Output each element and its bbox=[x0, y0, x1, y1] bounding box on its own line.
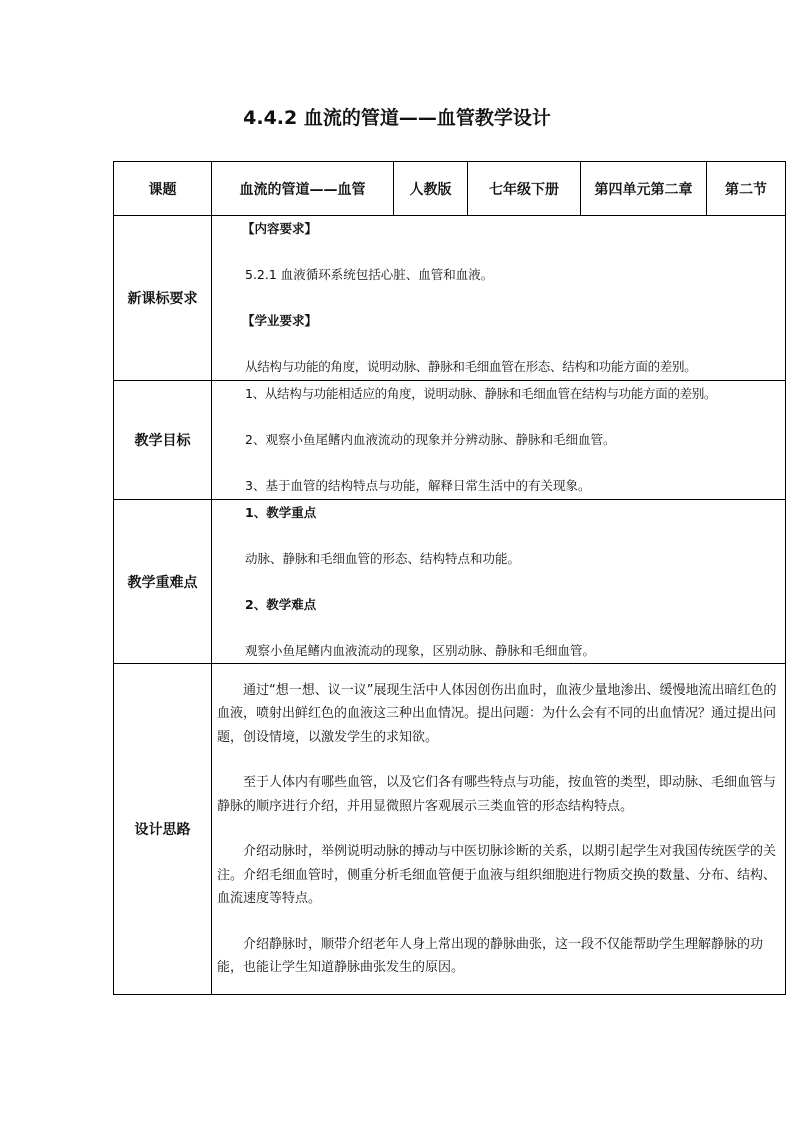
objectives-content bbox=[212, 381, 786, 500]
design-row bbox=[114, 664, 786, 995]
header-publisher: 人教版 bbox=[394, 162, 468, 216]
design-paragraph: 介绍静脉时，顺带介绍老年人身上常出现的静脉曲张，这一段不仅能帮助学生理解静脉的功能，也能让学生知道静脉曲张发生的原因。 bbox=[217, 936, 764, 975]
header-grade: 七年级下册 bbox=[468, 162, 581, 216]
objectives-label: 教学目标 bbox=[114, 381, 212, 500]
design-paragraph: 通过“想一想、议一议”展现生活中人体因创伤出血时，血液少量地渗出、缓慢地流出暗红色的血液，喷射出鲜红色的血液这三种出血情况。提出问题：为什么会有不同的出血情况？通过提出问题，创设情境，以激发学生的求知欲。 bbox=[217, 682, 777, 745]
standards-label: 新课标要求 bbox=[114, 216, 212, 381]
design-label: 设计思路 bbox=[114, 664, 212, 995]
header-section: 第二节 bbox=[707, 162, 786, 216]
academic-requirement-heading: 【学业要求】 bbox=[242, 313, 318, 328]
objective-item: 2、观察小鱼尾鳍内血液流动的现象并分辨动脉、静脉和毛细血管。 bbox=[245, 432, 616, 447]
key-point-heading: 1、教学重点 bbox=[245, 504, 317, 520]
key-point-text: 动脉、静脉和毛细血管的形态、结构特点和功能。 bbox=[245, 550, 521, 566]
standards-content bbox=[212, 216, 786, 381]
content-requirement-heading: 【内容要求】 bbox=[242, 221, 318, 236]
standards-row bbox=[114, 216, 786, 381]
header-topic-label: 课题 bbox=[114, 162, 212, 216]
content-requirement-text: 5.2.1 血液循环系统包括心脏、血管和血液。 bbox=[245, 267, 494, 282]
design-paragraph: 至于人体内有哪些血管，以及它们各有哪些特点与功能，按血管的类型，即动脉、毛细血管与静脉的顺序进行介绍，并用显微照片客观展示三类血管的形态结构特点。 bbox=[217, 775, 777, 814]
difficulty-text: 观察小鱼尾鳍内血液流动的现象，区别动脉、静脉和毛细血管。 bbox=[245, 642, 596, 658]
header-row bbox=[114, 162, 786, 216]
lesson-plan-table bbox=[113, 161, 786, 995]
objective-item: 1、从结构与功能相适应的角度，说明动脉、静脉和毛细血管在结构与功能方面的差别。 bbox=[245, 386, 717, 401]
header-unit-chapter: 第四单元第二章 bbox=[581, 162, 707, 216]
academic-requirement-text: 从结构与功能的角度，说明动脉、静脉和毛细血管在形态、结构和功能方面的差别。 bbox=[245, 359, 697, 374]
objectives-row bbox=[114, 381, 786, 500]
key-points-label: 教学重难点 bbox=[114, 500, 212, 664]
key-points-content bbox=[212, 500, 786, 664]
document-title: 4.4.2 血流的管道——血管教学设计 bbox=[243, 107, 551, 129]
design-paragraph: 介绍动脉时，举例说明动脉的搏动与中医切脉诊断的关系，以期引起学生对我国传统医学的关注。介绍毛细血管时，侧重分析毛细血管便于血液与组织细胞进行物质交换的数量、分布、结构、血流速度等特点。 bbox=[217, 844, 777, 906]
header-topic-value: 血流的管道——血管 bbox=[212, 162, 394, 216]
difficulty-heading: 2、教学难点 bbox=[245, 596, 317, 612]
design-content bbox=[212, 664, 786, 995]
key-points-row bbox=[114, 500, 786, 664]
objective-item: 3、基于血管的结构特点与功能，解释日常生活中的有关现象。 bbox=[245, 478, 591, 493]
